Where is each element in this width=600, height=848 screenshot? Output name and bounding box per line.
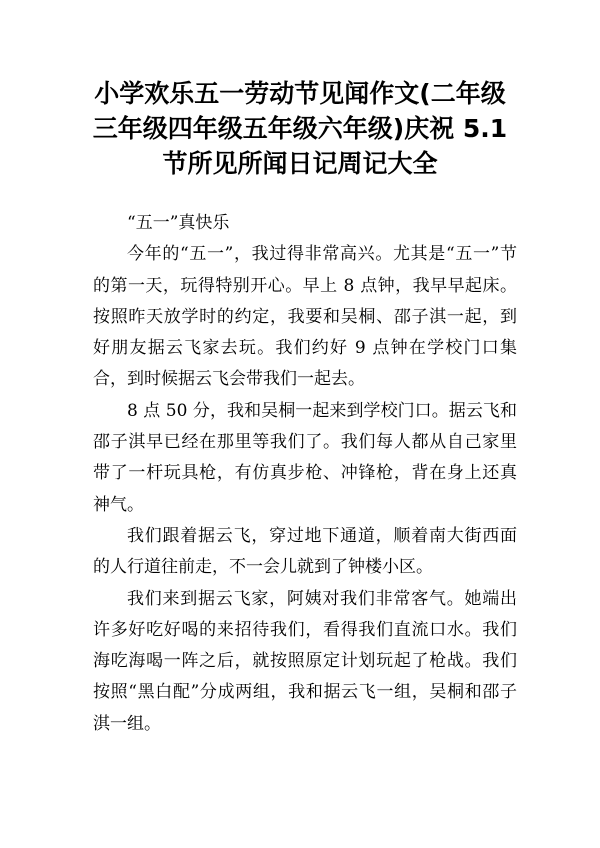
paragraph-4: 我们来到据云飞家，阿姨对我们非常客气。她端出许多好吃好喝的来招待我们，看得我们直流口水。我们海吃海喝一阵之后，就按照原定计划玩起了枪战。我们按照“黑白配”分成两组，我和据云飞一组，吴桐和邵子淇一组。 [93, 588, 517, 734]
paragraph-3: 我们跟着据云飞，穿过地下通道，顺着南大街西面的人行道往前走，不一会儿就到了钟楼小区。 [93, 525, 517, 578]
paragraph-1: 今年的“五一”，我过得非常高兴。尤其是“五一”节的第一天，玩得特别开心。早上 8 点钟，我早早起床。按照昨天放学时的约定，我要和吴桐、邵子淇一起，到好朋友据云飞家去玩。我们约好 9 点钟在学校门口集合，到时候据云飞会带我们一起去。 [93, 244, 517, 390]
page-title [80, 76, 520, 181]
title-line-3: 节所见所闻日记周记大全 [162, 149, 438, 178]
title-line-1: 小学欢乐五一劳动节见闻作文(二年级 [94, 79, 506, 108]
essay-body [93, 208, 517, 740]
paragraph-2: 8 点 50 分，我和吴桐一起来到学校门口。据云飞和邵子淇早已经在那里等我们了。我们每人都从自己家里带了一杆玩具枪，有仿真步枪、冲锋枪，背在身上还真神气。 [93, 400, 517, 515]
title-line-2: 三年级四年级五年级六年级)庆祝 5.1 [92, 114, 508, 143]
essay-title: “五一”真快乐 [127, 213, 230, 233]
